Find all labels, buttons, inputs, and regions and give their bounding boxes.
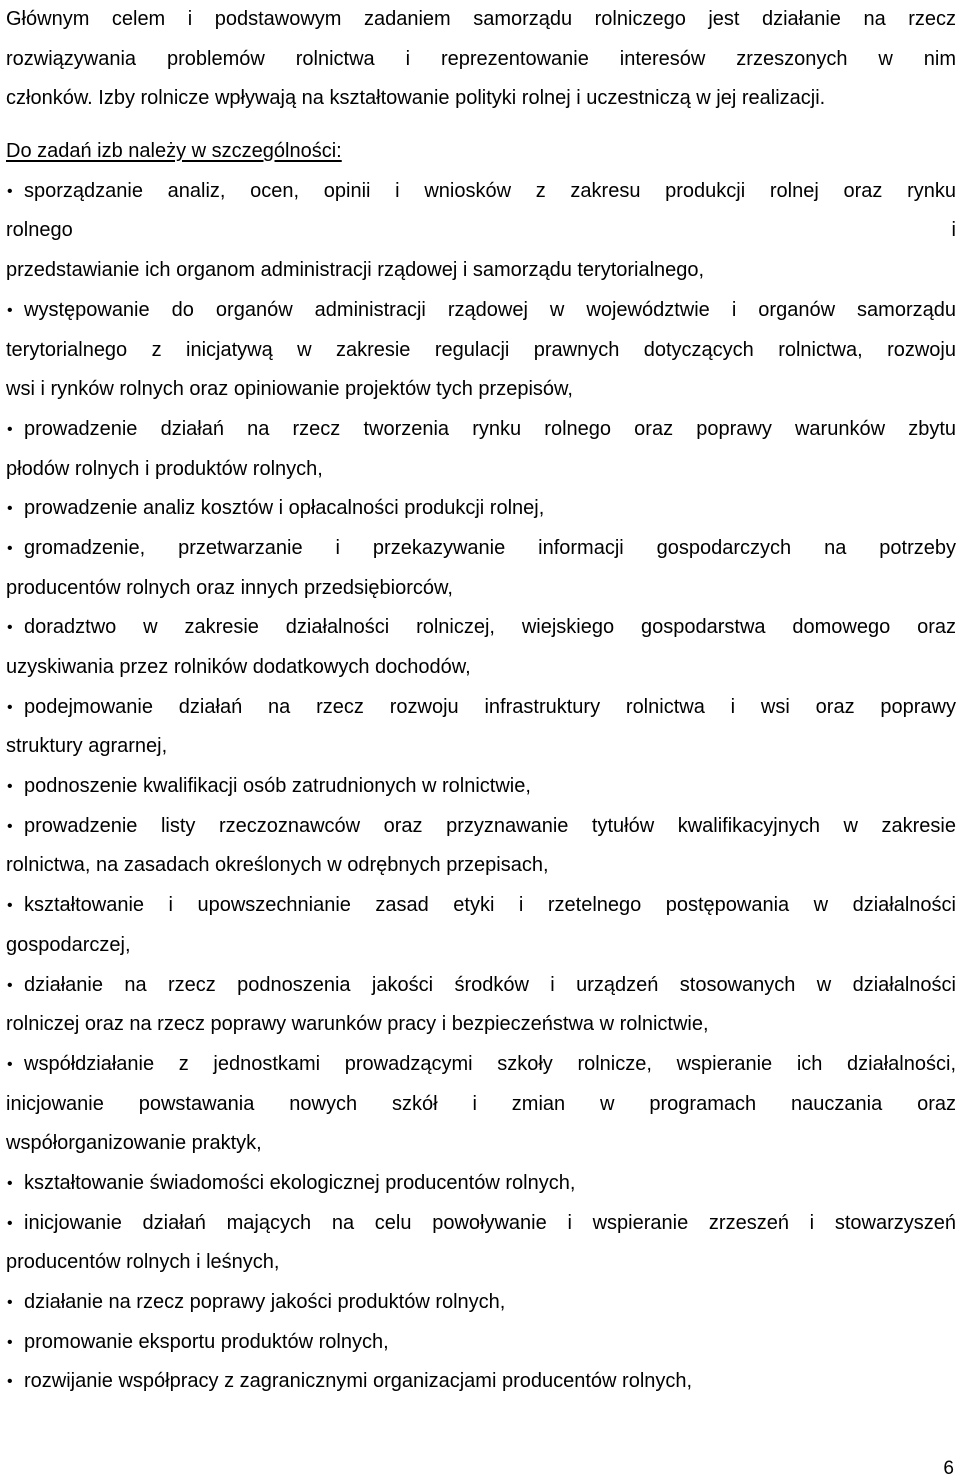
bullet-icon: • [7, 897, 13, 915]
task-text: prowadzenie analiz kosztów i opłacalności produkcji rolnej, [24, 497, 545, 520]
task-text: kształtowanie świadomości ekologicznej producentów rolnych, [24, 1171, 576, 1194]
task-item [6, 886, 956, 965]
task-item [6, 1283, 956, 1323]
task-text: podnoszenie kwalifikacji osób zatrudnionych w rolnictwie, [24, 775, 531, 798]
task-text: gromadzenie, przetwarzanie i przekazywanie informacji gospodarczych na potrzeby [24, 536, 956, 559]
task-text: kształtowanie i upowszechnianie zasad etyki i rzetelnego postępowania w działalności [24, 894, 956, 917]
task-item [6, 966, 956, 1045]
bullet-icon: • [7, 500, 13, 518]
task-text: współdziałanie z jednostkami prowadzącymi szkoły rolnicze, wspieranie ich działalności, [24, 1052, 956, 1075]
task-text: występowanie do organów administracji rządowej w województwie i organów samorządu [24, 298, 956, 321]
task-continuation-line: struktury agrarnej, [6, 735, 168, 758]
bullet-icon: • [7, 301, 13, 319]
task-continuation-line: rolnego i [6, 219, 956, 242]
bullet-icon: • [7, 1373, 13, 1391]
page-number: 6 [943, 1458, 954, 1479]
bullet-icon: • [7, 1333, 13, 1351]
task-continuation-line: przedstawianie ich organom administracji rządowej i samorządu terytorialnego, [6, 259, 705, 282]
task-item [6, 608, 956, 687]
task-text: podejmowanie działań na rzecz rozwoju infrastruktury rolnictwa i wsi oraz poprawy [24, 695, 956, 718]
task-continuation-line: gospodarczej, [6, 933, 131, 956]
task-first-line [6, 1283, 956, 1323]
task-first-line [6, 1045, 956, 1085]
bullet-icon: • [7, 182, 13, 200]
bullet-icon: • [7, 698, 13, 716]
task-item [6, 807, 956, 886]
bullet-icon: • [7, 1055, 13, 1073]
task-item [6, 172, 956, 291]
task-item [6, 1323, 956, 1363]
task-text: sporządzanie analiz, ocen, opinii i wniosków z zakresu produkcji rolnej oraz rynku [24, 179, 956, 202]
bullet-icon: • [7, 1294, 13, 1311]
bullet-icon: • [7, 817, 13, 835]
bullet-icon: • [7, 976, 13, 994]
task-first-line [6, 529, 956, 569]
bullet-icon: • [7, 1214, 13, 1232]
task-continuation-line: współorganizowanie praktyk, [6, 1132, 262, 1155]
task-text: działanie na rzecz poprawy jakości produktów rolnych, [24, 1291, 506, 1313]
task-item [6, 1045, 956, 1164]
task-first-line [6, 767, 956, 807]
intro-paragraph [6, 0, 956, 119]
task-item [6, 410, 956, 489]
task-first-line [6, 172, 956, 212]
task-text: prowadzenie działań na rzecz tworzenia rynku rolnego oraz poprawy warunków zbytu [24, 417, 956, 440]
task-item [6, 291, 956, 410]
task-continuation-line: rolniczej oraz na rzecz poprawy warunków pracy i bezpieczeństwa w rolnictwie, [6, 1013, 709, 1036]
task-continuation-line: producentów rolnych i leśnych, [6, 1251, 280, 1274]
task-item [6, 1164, 956, 1204]
bullet-icon: • [7, 778, 13, 796]
bullet-icon: • [7, 539, 13, 557]
task-continuation-line: terytorialnego z inicjatywą w zakresie regulacji prawnych dotyczących rolnictwa, rozwoju [6, 338, 956, 361]
task-text: doradztwo w zakresie działalności rolniczej, wiejskiego gospodarstwa domowego oraz [24, 616, 956, 639]
task-item [6, 1204, 956, 1283]
task-item [6, 767, 956, 807]
task-continuation-line: rolnictwa, na zasadach określonych w odrębnych przepisach, [6, 854, 549, 877]
task-continuation-line: płodów rolnych i produktów rolnych, [6, 457, 323, 480]
task-continuation-line: uzyskiwania przez rolników dodatkowych dochodów, [6, 656, 471, 678]
intro-line: rozwiązywania problemów rolnictwa i reprezentowanie interesów zrzeszonych w nim [6, 47, 956, 70]
task-first-line [6, 1204, 956, 1244]
task-first-line [6, 1362, 956, 1402]
task-text: prowadzenie listy rzeczoznawców oraz przyznawanie tytułów kwalifikacyjnych w zakresie [24, 814, 956, 837]
task-item [6, 529, 956, 608]
intro-line: Głównym celem i podstawowym zadaniem samorządu rolniczego jest działanie na rzecz [6, 8, 956, 30]
task-item [6, 489, 956, 529]
task-first-line [6, 410, 956, 450]
task-first-line [6, 688, 956, 728]
task-first-line [6, 1164, 956, 1204]
task-first-line [6, 489, 956, 529]
task-first-line [6, 886, 956, 926]
task-text: inicjowanie działań mających na celu powoływanie i wspieranie zrzeszeń i stowarzyszeń [24, 1211, 956, 1234]
task-first-line [6, 608, 956, 648]
task-continuation-line: producentów rolnych oraz innych przedsiębiorców, [6, 576, 453, 599]
document-page [6, 0, 956, 1402]
task-item [6, 688, 956, 767]
task-continuation-line: inicjowanie powstawania nowych szkół i zmian w programach nauczania oraz [6, 1092, 956, 1115]
task-text: działanie na rzecz podnoszenia jakości środków i urządzeń stosowanych w działalności [24, 973, 956, 996]
task-first-line [6, 807, 956, 847]
bullet-icon: • [7, 1174, 13, 1192]
intro-line: członków. Izby rolnicze wpływają na kształtowanie polityki rolnej i uczestniczą w jej realizacji. [6, 87, 826, 110]
bullet-icon: • [7, 619, 13, 637]
task-first-line [6, 1323, 956, 1363]
task-text: promowanie eksportu produktów rolnych, [24, 1330, 389, 1353]
task-text: rozwijanie współpracy z zagranicznymi organizacjami producentów rolnych, [24, 1370, 693, 1393]
task-continuation-line: wsi i rynków rolnych oraz opiniowanie projektów tych przepisów, [6, 378, 573, 401]
bullet-icon: • [7, 420, 13, 438]
tasks-list [6, 172, 956, 1402]
task-first-line [6, 966, 956, 1006]
task-first-line [6, 291, 956, 331]
tasks-heading: Do zadań izb należy w szczególności: [6, 140, 342, 163]
task-item [6, 1362, 956, 1402]
